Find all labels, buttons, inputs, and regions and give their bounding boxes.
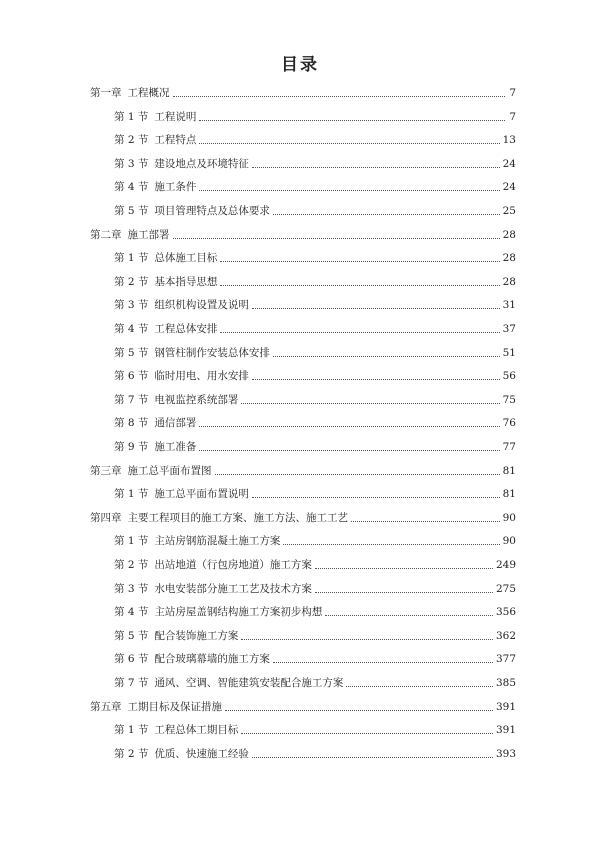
toc-section-entry[interactable] bbox=[114, 367, 516, 383]
toc-entry-label bbox=[114, 723, 238, 737]
toc-entry-title: 施工部署 bbox=[127, 228, 170, 241]
toc-section-entry[interactable] bbox=[114, 108, 516, 124]
toc-entry-title: 总体施工目标 bbox=[154, 252, 218, 265]
toc-page-number: 76 bbox=[502, 417, 516, 430]
toc-entry-number: 第 3 节 bbox=[114, 157, 149, 170]
toc-section-entry[interactable] bbox=[114, 745, 516, 761]
toc-entry-label bbox=[114, 582, 312, 596]
dot-leader bbox=[173, 238, 500, 239]
toc-entry-number: 第 6 节 bbox=[114, 370, 149, 383]
toc-section-entry[interactable] bbox=[114, 580, 516, 596]
toc-entry-title: 配合玻璃幕墙的施工方案 bbox=[154, 653, 270, 666]
toc-entry-number: 第 3 节 bbox=[114, 299, 149, 312]
toc-page-number: 90 bbox=[502, 535, 516, 548]
toc-entry-number: 第 1 节 bbox=[114, 535, 149, 548]
toc-entry-label bbox=[114, 416, 196, 430]
toc-entry-label bbox=[114, 204, 270, 218]
toc-page-number: 7 bbox=[509, 87, 516, 99]
toc-entry-label bbox=[114, 275, 217, 289]
toc-page-number: 249 bbox=[495, 559, 516, 571]
toc-entry-number: 第 4 节 bbox=[114, 323, 149, 335]
dot-leader bbox=[220, 285, 499, 286]
toc-entry-label bbox=[114, 652, 270, 666]
toc-entry-title: 施工条件 bbox=[154, 181, 197, 194]
toc-entry-number: 第二章 bbox=[90, 228, 122, 241]
dot-leader bbox=[252, 308, 500, 309]
toc-entry-label bbox=[114, 157, 249, 171]
toc-entry-title: 施工准备 bbox=[154, 441, 197, 453]
toc-entry-number: 第 5 节 bbox=[114, 346, 149, 359]
dot-leader bbox=[173, 96, 506, 97]
toc-section-entry[interactable] bbox=[114, 438, 516, 454]
toc-entry-number: 第 7 节 bbox=[114, 393, 149, 406]
toc-page-number: 37 bbox=[502, 323, 516, 335]
toc-entry-number: 第 4 节 bbox=[114, 181, 149, 194]
dot-leader bbox=[199, 143, 499, 144]
toc-entry-number: 第一章 bbox=[90, 87, 122, 99]
toc-entry-label bbox=[114, 393, 238, 407]
dot-leader bbox=[215, 474, 500, 475]
toc-section-entry[interactable] bbox=[114, 603, 516, 619]
toc-entry-label bbox=[114, 558, 312, 572]
toc-entry-label bbox=[114, 369, 249, 383]
toc-page-number: 275 bbox=[495, 582, 516, 595]
toc-entry-title: 主要工程项目的施工方案、施工方法、施工工艺 bbox=[127, 511, 348, 524]
toc-page-number: 81 bbox=[502, 464, 516, 477]
toc-chapter-entry[interactable] bbox=[90, 509, 516, 525]
toc-page-number: 13 bbox=[502, 134, 516, 147]
toc-entry-title: 工程说明 bbox=[154, 110, 197, 123]
toc-section-entry[interactable] bbox=[114, 131, 516, 147]
toc-page-number: 7 bbox=[509, 110, 516, 123]
toc-section-entry[interactable] bbox=[114, 155, 516, 171]
toc-section-entry[interactable] bbox=[114, 721, 516, 737]
toc-entry-label bbox=[90, 464, 212, 478]
toc-entry-title: 工程概况 bbox=[127, 87, 170, 99]
toc-page-number: 25 bbox=[502, 205, 516, 217]
toc-entry-label bbox=[114, 487, 249, 501]
toc-entry-label bbox=[114, 440, 196, 454]
toc-entry-number: 第 2 节 bbox=[114, 559, 149, 571]
toc-entry-label bbox=[90, 228, 170, 242]
toc-entry-label bbox=[114, 346, 270, 360]
toc-entry-number: 第 2 节 bbox=[114, 747, 149, 760]
toc-entry-title: 工程特点 bbox=[154, 134, 197, 147]
toc-page-number: 391 bbox=[495, 700, 516, 713]
toc-entry-label bbox=[114, 110, 196, 124]
dot-leader bbox=[241, 403, 499, 404]
toc-entry-title: 钢管柱制作安装总体安排 bbox=[154, 346, 270, 359]
toc-entry-title: 配合装饰施工方案 bbox=[154, 629, 239, 642]
toc-entry-title: 工程总体安排 bbox=[154, 323, 218, 335]
toc-entry-number: 第 2 节 bbox=[114, 275, 149, 288]
toc-entry-title: 出站地道（行包房地道）施工方案 bbox=[154, 559, 312, 571]
toc-page-number: 385 bbox=[495, 677, 516, 689]
dot-leader bbox=[220, 261, 499, 262]
dot-leader bbox=[199, 190, 499, 191]
toc-entry-title: 优质、快速施工经验 bbox=[154, 747, 249, 760]
toc-entry-number: 第 1 节 bbox=[114, 110, 149, 123]
dot-leader bbox=[225, 710, 493, 711]
page-title: 目录 bbox=[281, 55, 319, 75]
toc-chapter-entry[interactable] bbox=[90, 462, 516, 478]
toc-entry-number: 第 4 节 bbox=[114, 606, 149, 619]
toc-entry-title: 施工总平面布置说明 bbox=[154, 488, 249, 501]
dot-leader bbox=[199, 426, 499, 427]
toc-entry-number: 第三章 bbox=[90, 464, 122, 477]
toc-section-entry[interactable] bbox=[114, 320, 516, 336]
toc-entry-number: 第 1 节 bbox=[114, 724, 149, 737]
toc-section-entry[interactable] bbox=[114, 391, 516, 407]
dot-leader bbox=[273, 214, 500, 215]
toc-entry-number: 第 1 节 bbox=[114, 252, 149, 265]
toc-entry-label bbox=[114, 180, 196, 194]
toc-entry-title: 水电安装部分施工工艺及技术方案 bbox=[154, 582, 312, 595]
toc-entry-title: 临时用电、用水安排 bbox=[154, 370, 249, 383]
dot-leader bbox=[351, 521, 500, 522]
toc-entry-number: 第 8 节 bbox=[114, 417, 149, 430]
toc-entry-label bbox=[114, 322, 217, 336]
toc-page-number: 28 bbox=[502, 228, 516, 241]
toc-section-entry[interactable] bbox=[114, 556, 516, 572]
dot-leader bbox=[315, 568, 493, 569]
dot-leader bbox=[252, 757, 493, 758]
toc-entry-label bbox=[90, 700, 222, 714]
toc-chapter-entry[interactable] bbox=[90, 698, 516, 714]
toc-entry-label bbox=[114, 251, 217, 265]
toc-section-entry[interactable] bbox=[114, 627, 516, 643]
dot-leader bbox=[220, 332, 499, 333]
toc-entry-title: 施工总平面布置图 bbox=[127, 464, 212, 477]
toc-page-number: 28 bbox=[502, 275, 516, 288]
dot-leader bbox=[346, 686, 493, 687]
dot-leader bbox=[273, 662, 493, 663]
toc-section-entry[interactable] bbox=[114, 273, 516, 289]
toc-entry-number: 第 5 节 bbox=[114, 205, 149, 217]
toc-page-number: 77 bbox=[502, 441, 516, 453]
toc-entry-title: 项目管理特点及总体要求 bbox=[154, 205, 270, 217]
toc-section-entry[interactable] bbox=[114, 296, 516, 312]
toc-page-number: 28 bbox=[502, 252, 516, 265]
toc-page-number: 377 bbox=[495, 653, 516, 666]
toc-section-entry[interactable] bbox=[114, 202, 516, 218]
dot-leader bbox=[283, 544, 499, 545]
toc-entry-number: 第 7 节 bbox=[114, 677, 149, 689]
toc-page-number: 51 bbox=[502, 346, 516, 359]
dot-leader bbox=[241, 733, 493, 734]
dot-leader bbox=[252, 379, 500, 380]
toc-chapter-entry[interactable] bbox=[90, 226, 516, 242]
toc-entry-label bbox=[114, 605, 322, 619]
toc-entry-label bbox=[90, 511, 348, 525]
toc-entry-label bbox=[114, 298, 249, 312]
dot-leader bbox=[325, 615, 493, 616]
toc-entry-title: 通信部署 bbox=[154, 417, 197, 430]
toc-section-entry[interactable] bbox=[114, 249, 516, 265]
toc-section-entry[interactable] bbox=[114, 485, 516, 501]
toc-page-number: 56 bbox=[502, 370, 516, 383]
toc-entry-title: 工程总体工期目标 bbox=[154, 724, 239, 737]
dot-leader bbox=[273, 356, 500, 357]
toc-entry-title: 建设地点及环境特征 bbox=[154, 157, 249, 170]
toc-page-number: 75 bbox=[502, 393, 516, 406]
toc-section-entry[interactable] bbox=[114, 650, 516, 666]
toc-page-number: 31 bbox=[502, 299, 516, 312]
toc-chapter-entry[interactable] bbox=[90, 84, 516, 100]
toc-page-number: 391 bbox=[495, 724, 516, 737]
dot-leader bbox=[252, 497, 500, 498]
toc-section-entry[interactable] bbox=[114, 178, 516, 194]
toc-entry-label bbox=[114, 534, 280, 548]
toc-entry-number: 第 9 节 bbox=[114, 441, 149, 453]
toc-entry-number: 第 6 节 bbox=[114, 653, 149, 666]
toc-entry-title: 电视监控系统部署 bbox=[154, 393, 239, 406]
dot-leader bbox=[199, 450, 499, 451]
toc-entry-title: 基本指导思想 bbox=[154, 275, 218, 288]
toc-page-number: 90 bbox=[502, 511, 516, 524]
toc-section-entry[interactable] bbox=[114, 414, 516, 430]
dot-leader bbox=[241, 639, 493, 640]
toc-entry-number: 第 1 节 bbox=[114, 488, 149, 501]
toc-entry-label bbox=[114, 133, 196, 147]
toc-entry-title: 主站房屋盖钢结构施工方案初步构想 bbox=[154, 606, 323, 619]
toc-entry-label bbox=[90, 86, 170, 100]
toc-page-number: 24 bbox=[502, 181, 516, 194]
toc-entry-number: 第 3 节 bbox=[114, 582, 149, 595]
toc-entry-number: 第 2 节 bbox=[114, 134, 149, 147]
toc-entry-label bbox=[114, 676, 343, 690]
toc-entry-label bbox=[114, 747, 249, 761]
toc-section-entry[interactable] bbox=[114, 674, 516, 690]
dot-leader bbox=[199, 120, 505, 121]
toc-page-number: 393 bbox=[495, 747, 516, 760]
toc-entry-title: 主站房钢筋混凝土施工方案 bbox=[154, 535, 281, 548]
dot-leader bbox=[252, 167, 500, 168]
toc-page-number: 24 bbox=[502, 157, 516, 170]
dot-leader bbox=[315, 592, 493, 593]
toc-entry-number: 第 5 节 bbox=[114, 629, 149, 642]
toc-entry-title: 工期目标及保证措施 bbox=[127, 700, 222, 713]
toc-page-number: 356 bbox=[495, 606, 516, 619]
toc-page-number: 81 bbox=[502, 488, 516, 501]
toc-entry-title: 组织机构设置及说明 bbox=[154, 299, 249, 312]
toc-page-number: 362 bbox=[495, 629, 516, 642]
toc-section-entry[interactable] bbox=[114, 344, 516, 360]
toc-entry-number: 第五章 bbox=[90, 700, 122, 713]
toc-entry-number: 第四章 bbox=[90, 511, 122, 524]
toc-entry-title: 通风、空调、智能建筑安装配合施工方案 bbox=[154, 677, 344, 689]
toc-entry-label bbox=[114, 629, 238, 643]
toc-section-entry[interactable] bbox=[114, 532, 516, 548]
